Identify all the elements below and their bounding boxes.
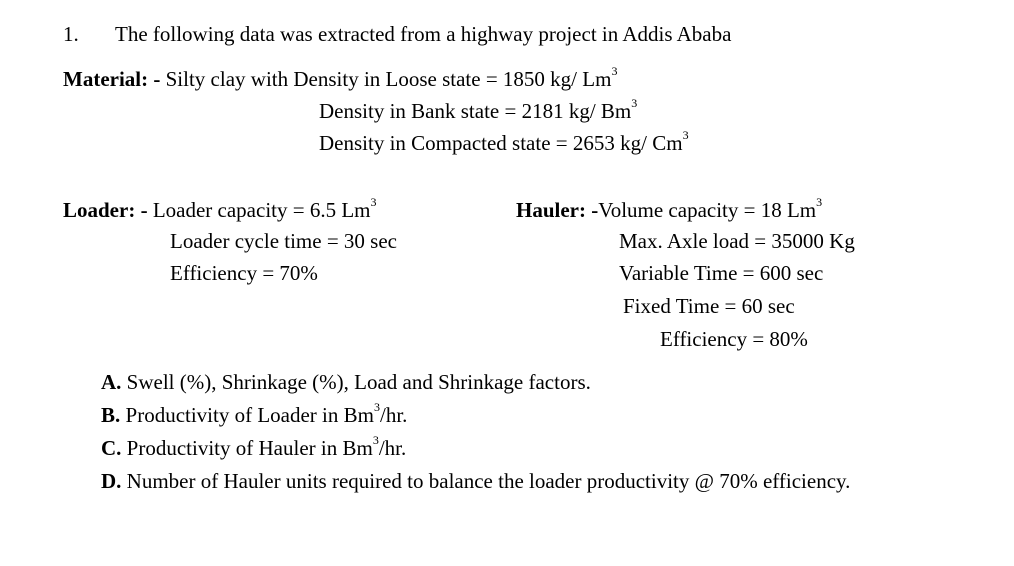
hauler-capacity-line xyxy=(516,195,823,222)
task-letter: B. xyxy=(101,403,121,427)
hauler-efficiency: Efficiency = 80% xyxy=(660,327,808,351)
task-text: Swell (%), Shrinkage (%), Load and Shrinkage factors. xyxy=(126,370,591,394)
material-loose-density: Silty clay with Density in Loose state = 1850 kg/ Lm xyxy=(165,67,612,91)
task-text-suffix: /hr. xyxy=(379,403,408,427)
task-text: Number of Hauler units required to balance the loader productivity @ 70% efficiency. xyxy=(126,469,851,493)
material-loose-sup: 3 xyxy=(611,64,618,78)
task-sup: 3 xyxy=(372,433,379,447)
loader-capacity-line xyxy=(63,195,377,222)
material-label: Material: - xyxy=(63,67,161,91)
task-text: Productivity of Hauler in Bm xyxy=(126,436,373,460)
material-compacted-density: Density in Compacted state = 2653 kg/ Cm xyxy=(319,131,683,155)
hauler-fixed-time: Fixed Time = 60 sec xyxy=(623,294,795,318)
material-compacted-density-line xyxy=(319,128,689,155)
loader-capacity-sup: 3 xyxy=(370,195,377,209)
task-d xyxy=(101,471,850,492)
hauler-label: Hauler: - xyxy=(516,198,599,222)
task-letter: C. xyxy=(101,436,122,460)
material-bank-sup: 3 xyxy=(631,96,638,110)
task-a xyxy=(101,372,591,393)
task-letter: A. xyxy=(101,370,122,394)
question-text: The following data was extracted from a highway project in Addis Ababa xyxy=(115,22,732,46)
hauler-capacity-sup: 3 xyxy=(816,195,823,209)
hauler-variable-time: Variable Time = 600 sec xyxy=(619,261,824,285)
loader-efficiency: Efficiency = 70% xyxy=(170,261,318,285)
hauler-axle-load: Max. Axle load = 35000 Kg xyxy=(619,229,855,253)
material-bank-density-line xyxy=(319,96,638,123)
task-letter: D. xyxy=(101,469,122,493)
task-sup: 3 xyxy=(373,400,380,414)
loader-cycle-time: Loader cycle time = 30 sec xyxy=(170,229,397,253)
material-line xyxy=(63,64,618,91)
task-text: Productivity of Loader in Bm xyxy=(125,403,374,427)
question-number: 1. xyxy=(63,22,79,46)
task-b xyxy=(101,400,408,427)
hauler-volume-capacity: Volume capacity = 18 Lm xyxy=(598,198,817,222)
material-compacted-sup: 3 xyxy=(682,128,689,142)
task-text-suffix: /hr. xyxy=(378,436,407,460)
loader-capacity: Loader capacity = 6.5 Lm xyxy=(152,198,371,222)
task-c xyxy=(101,433,407,460)
loader-label: Loader: - xyxy=(63,198,148,222)
material-bank-density: Density in Bank state = 2181 kg/ Bm xyxy=(319,99,632,123)
